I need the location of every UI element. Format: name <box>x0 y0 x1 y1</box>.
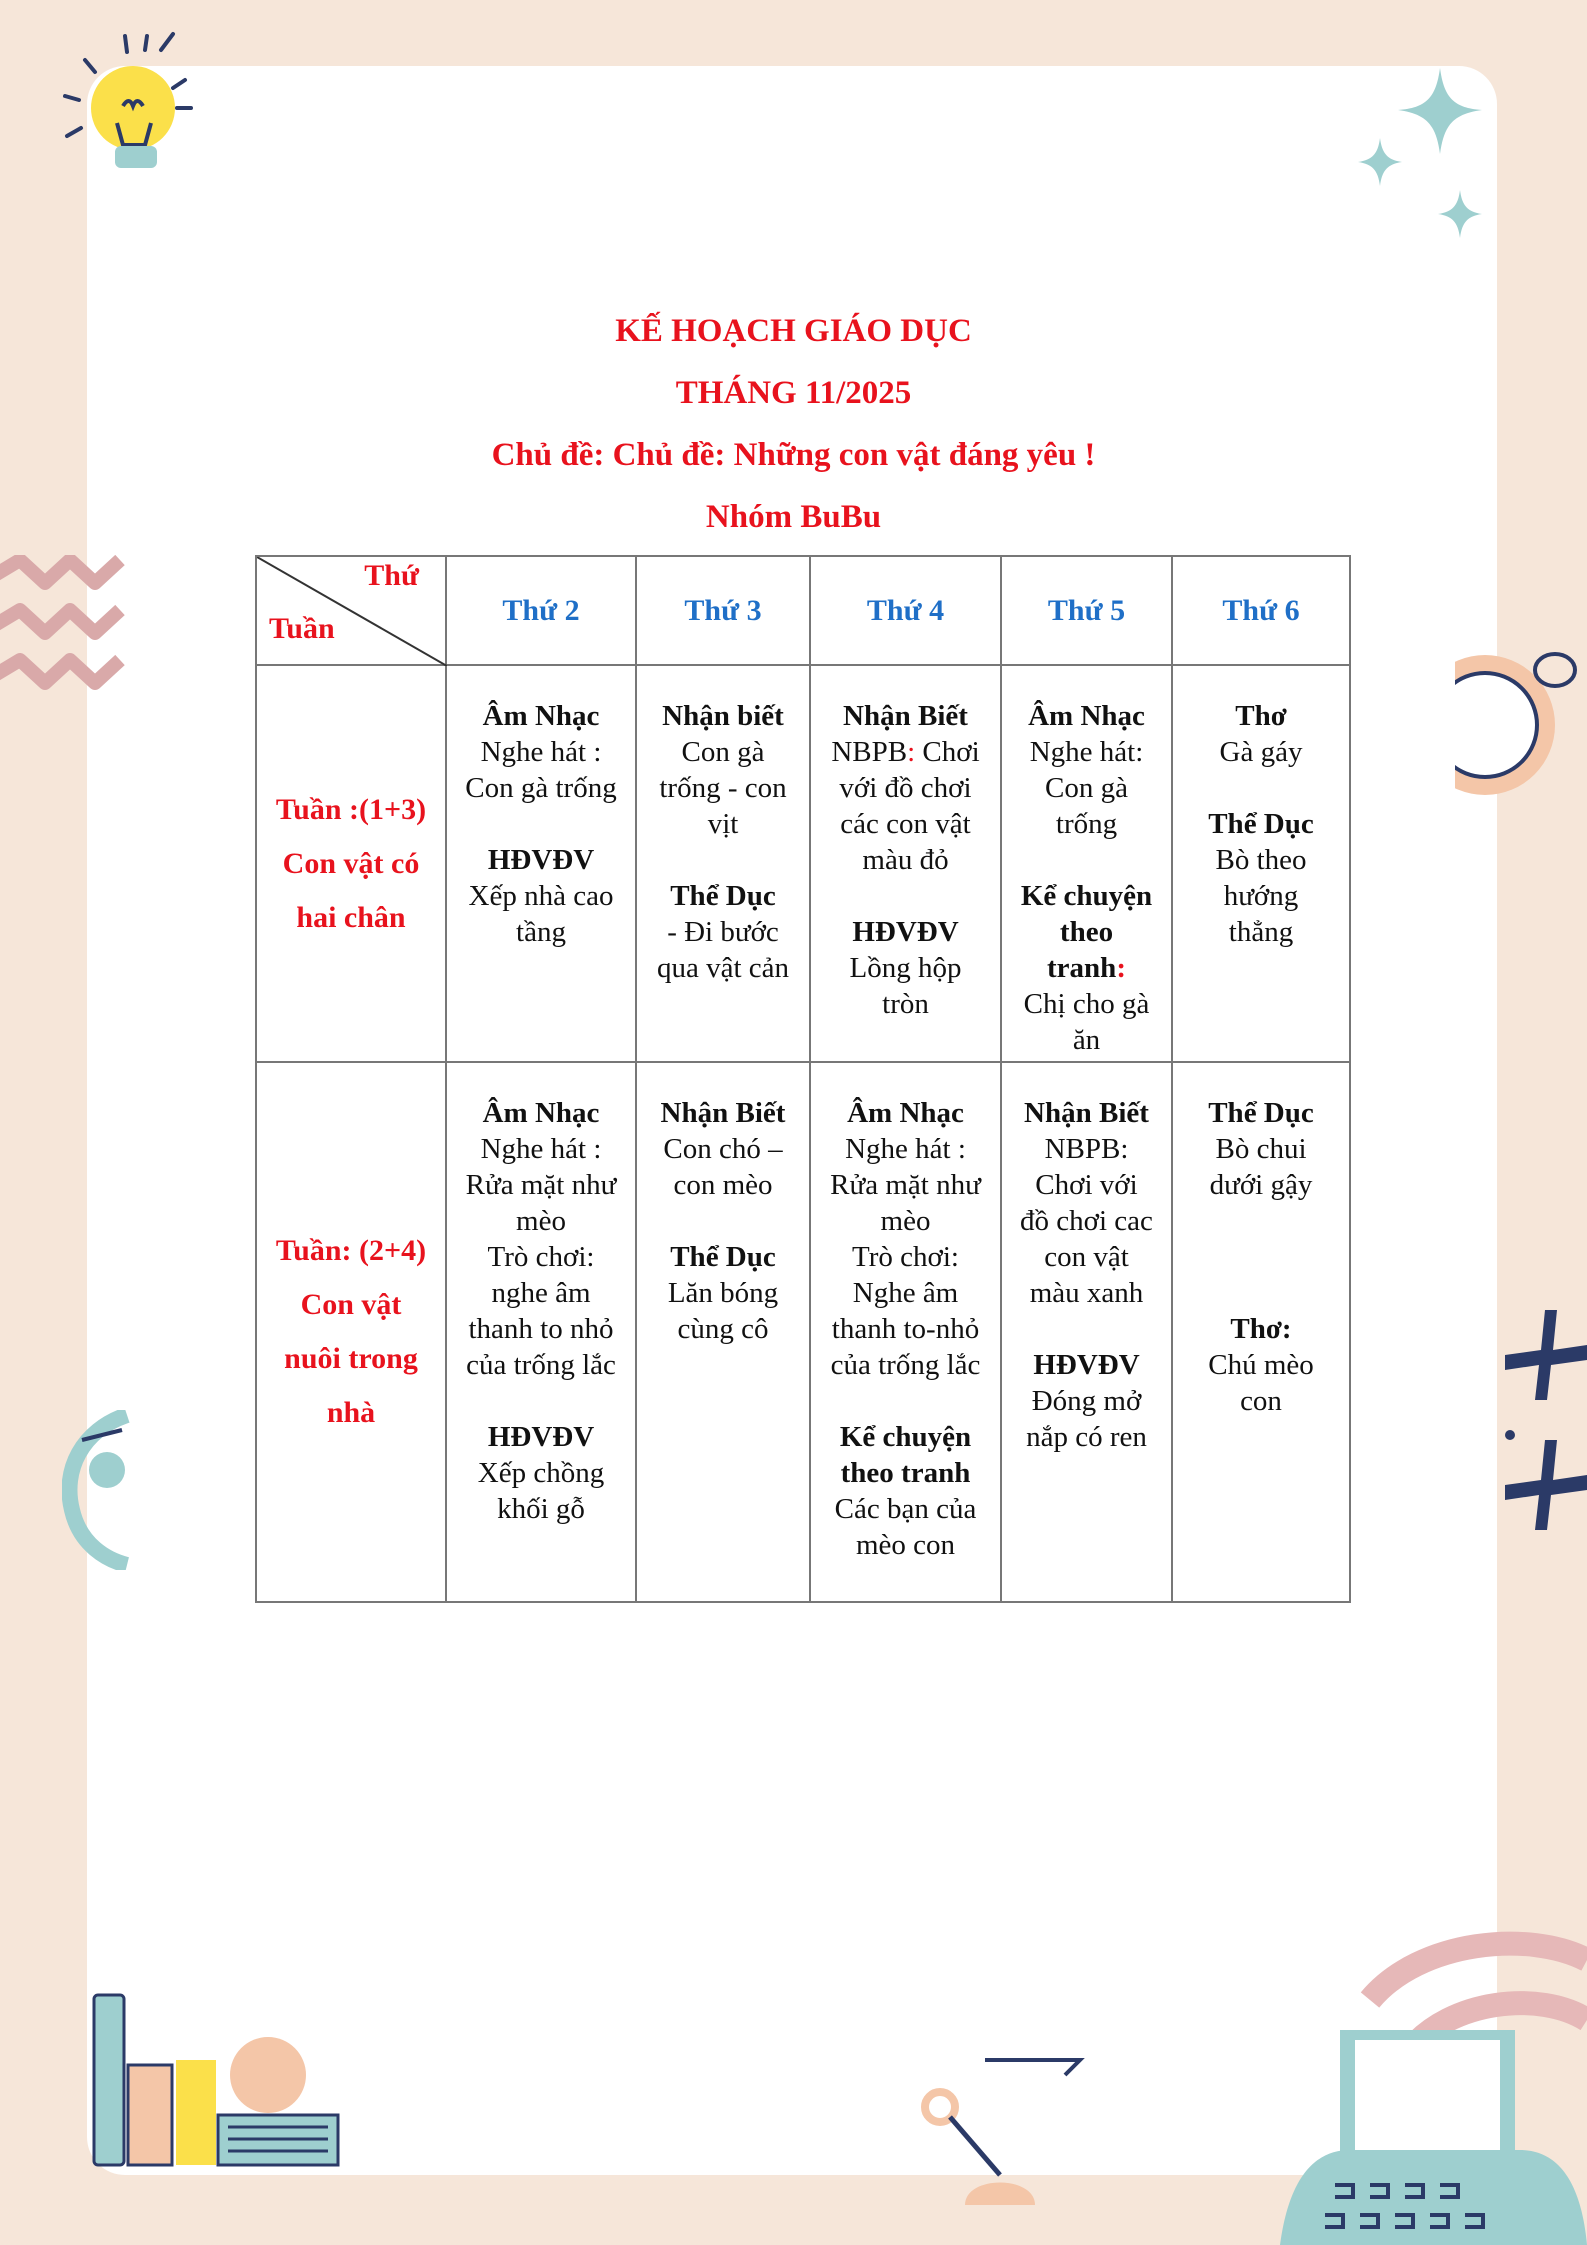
activity-text: - Đi bước <box>667 916 779 948</box>
microscope-icon <box>62 1410 132 1570</box>
activity-heading: Âm Nhạc <box>1028 700 1145 732</box>
activity-text: Con gà trống <box>465 772 617 804</box>
activity-heading: Kể chuyện <box>839 1421 972 1453</box>
activity-text: Trò chơi: <box>487 1241 595 1273</box>
activity-heading: Kể chuyện <box>1020 880 1153 912</box>
activity-text: thanh to nhỏ <box>468 1313 614 1345</box>
week-label-line: Tuần :(1+3) <box>275 792 427 826</box>
activity-text: qua vật cản <box>656 952 790 984</box>
activity-text: Con gà <box>681 736 765 768</box>
activity-cell <box>1001 665 1172 1062</box>
activity-text: Nghe hát : <box>480 736 602 768</box>
activity-text: màu xanh <box>1029 1277 1144 1309</box>
activity-text: Con gà <box>1045 772 1128 804</box>
title-block <box>0 300 1587 548</box>
activity-heading: HĐVĐV <box>487 844 595 876</box>
line-gap <box>1173 770 1349 806</box>
activity-heading: theo tranh <box>840 1457 971 1489</box>
activity-text: NBPB: Chơi <box>831 736 980 768</box>
activity-text: nghe âm <box>491 1277 591 1309</box>
week-label-line: Con vật <box>300 1288 402 1321</box>
lightbulb-icon <box>55 28 215 188</box>
line-gap <box>637 1203 809 1239</box>
activity-heading: HĐVĐV <box>487 1421 595 1453</box>
activity-text: Xếp nhà cao <box>468 880 614 912</box>
week-label-cell <box>256 665 446 1062</box>
corner-label-week: Tuần <box>269 612 335 645</box>
table-row <box>256 665 1350 1062</box>
plan-month: THÁNG 11/2025 <box>675 375 912 411</box>
activity-text: Chị cho gà <box>1023 988 1150 1020</box>
corner-label-day: Thứ <box>364 559 419 592</box>
activity-text: con vật <box>1044 1241 1129 1273</box>
activity-heading: Thể Dục <box>1208 1097 1314 1129</box>
line-gap <box>811 878 1000 914</box>
activity-text: Lăn bóng <box>667 1277 779 1309</box>
activity-text: màu đỏ <box>862 844 949 876</box>
activity-cell <box>810 1062 1001 1602</box>
activity-text: của trống lắc <box>466 1349 616 1381</box>
activity-text: khối gỗ <box>497 1493 585 1525</box>
activity-heading: Nhận biết <box>662 700 784 732</box>
activity-text: nắp có ren <box>1026 1421 1147 1453</box>
header-day: Thứ 2 <box>446 556 636 665</box>
line-gap <box>1173 1203 1349 1239</box>
week-label-cell <box>256 1062 446 1602</box>
activity-cell <box>636 665 810 1062</box>
activity-text: mèo <box>516 1205 566 1237</box>
activity-text: trống <box>1055 808 1118 840</box>
table-row <box>256 1062 1350 1602</box>
activity-text: Đóng mở <box>1031 1385 1142 1417</box>
activity-cell <box>1172 665 1350 1062</box>
activity-cell <box>810 665 1001 1062</box>
activity-heading: HĐVĐV <box>852 916 959 948</box>
week-label-line: Con vật có <box>282 846 420 880</box>
activity-text: NBPB: <box>1044 1133 1129 1165</box>
activity-heading: Âm Nhạc <box>482 1097 600 1129</box>
activity-heading: theo <box>1059 916 1114 948</box>
activity-text: tầng <box>516 916 566 948</box>
activity-text: tròn <box>882 988 929 1020</box>
activity-text: con mèo <box>673 1169 773 1201</box>
activity-text: Nghe hát : <box>480 1133 602 1165</box>
activity-heading: Nhận Biết <box>660 1097 786 1129</box>
activity-text: Chú mèo <box>1208 1349 1314 1381</box>
activity-text: Bò chui <box>1215 1133 1307 1165</box>
plan-group: Nhóm BuBu <box>705 499 882 535</box>
activity-text: Rửa mặt như <box>830 1169 981 1201</box>
activity-text: Trò chơi: <box>852 1241 959 1273</box>
activity-text: Rửa mặt như <box>465 1169 617 1201</box>
activity-text: hướng <box>1223 880 1299 912</box>
week-label-line: Tuần: (2+4) <box>275 1234 427 1267</box>
books-icon <box>88 1985 348 2175</box>
plan-title: KẾ HOẠCH GIÁO DỤC <box>615 313 972 349</box>
activity-text: trống - con <box>659 772 787 804</box>
header-day: Thứ 6 <box>1172 556 1350 665</box>
line-gap <box>1002 1311 1171 1347</box>
activity-cell <box>446 1062 636 1602</box>
activity-text: Con chó – <box>663 1133 783 1165</box>
red-colon: : <box>1116 952 1126 984</box>
activity-text: của trống lắc <box>830 1349 981 1381</box>
activity-heading: Âm Nhạc <box>482 700 600 732</box>
activity-text: thẳng <box>1228 916 1294 948</box>
activity-text: các con vật <box>840 808 971 840</box>
activity-text: Lồng hộp <box>849 952 962 984</box>
activity-cell <box>1001 1062 1172 1602</box>
activity-text: Gà gáy <box>1219 736 1303 768</box>
line-gap <box>637 842 809 878</box>
activity-text: Nghe hát: <box>1029 736 1144 768</box>
activity-heading: Thể Dục <box>670 880 776 912</box>
activity-heading: Thể Dục <box>1208 808 1314 840</box>
activity-cell <box>636 1062 810 1602</box>
activity-text: dưới gậy <box>1209 1169 1313 1201</box>
activity-text: Bò theo <box>1215 844 1307 876</box>
activity-text: thanh to-nhỏ <box>831 1313 980 1345</box>
header-day: Thứ 5 <box>1001 556 1172 665</box>
activity-text: Các bạn của <box>834 1493 977 1525</box>
plan-topic: Chủ đề: Chủ đề: Những con vật đáng yêu ! <box>491 437 1096 473</box>
line-gap <box>447 806 635 842</box>
plus-icon <box>1505 1305 1587 1535</box>
corner-cell <box>256 556 446 665</box>
line-gap <box>1002 842 1171 878</box>
activity-text: Xếp chồng <box>477 1457 605 1489</box>
activity-text: cùng cô <box>677 1313 769 1345</box>
clock-icon <box>1455 640 1587 810</box>
activity-text: Chơi với <box>1035 1169 1138 1201</box>
activity-text: mèo con <box>855 1529 956 1561</box>
line-gap <box>447 1383 635 1419</box>
activity-text: đồ chơi cac <box>1020 1205 1153 1237</box>
activity-text: mèo <box>880 1205 931 1237</box>
activity-heading: Nhận Biết <box>843 700 968 732</box>
table-header-row <box>256 556 1350 665</box>
activity-heading: Âm Nhạc <box>847 1097 964 1129</box>
zigzag-decoration <box>0 555 130 695</box>
week-label-line: hai chân <box>296 900 406 934</box>
activity-heading: Thơ <box>1235 700 1287 732</box>
activity-text: Nghe âm <box>852 1277 959 1309</box>
activity-heading: Nhận Biết <box>1024 1097 1149 1129</box>
desk-lamp-icon <box>905 2055 1095 2205</box>
activity-text: với đồ chơi <box>839 772 972 804</box>
activity-heading: Thơ: <box>1230 1313 1292 1345</box>
line-gap <box>811 1383 1000 1419</box>
activity-text: vịt <box>707 808 739 840</box>
activity-cell <box>446 665 636 1062</box>
weekly-plan-table <box>255 555 1351 1603</box>
sparkle-icon <box>1350 60 1510 260</box>
header-day: Thứ 4 <box>810 556 1001 665</box>
header-day: Thứ 3 <box>636 556 810 665</box>
activity-cell <box>1172 1062 1350 1602</box>
line-gap <box>1173 1239 1349 1275</box>
activity-heading: HĐVĐV <box>1033 1349 1140 1381</box>
week-label-line: nuôi trong <box>284 1342 418 1375</box>
activity-heading: tranh: <box>1047 952 1126 984</box>
week-label-line: nhà <box>326 1396 376 1429</box>
activity-text: ăn <box>1072 1024 1101 1056</box>
activity-text: con <box>1240 1385 1282 1417</box>
typewriter-icon <box>1240 1930 1587 2245</box>
red-colon: : <box>907 736 916 768</box>
activity-heading: Thể Dục <box>670 1241 776 1273</box>
activity-text: Nghe hát : <box>845 1133 966 1165</box>
line-gap <box>1173 1275 1349 1311</box>
